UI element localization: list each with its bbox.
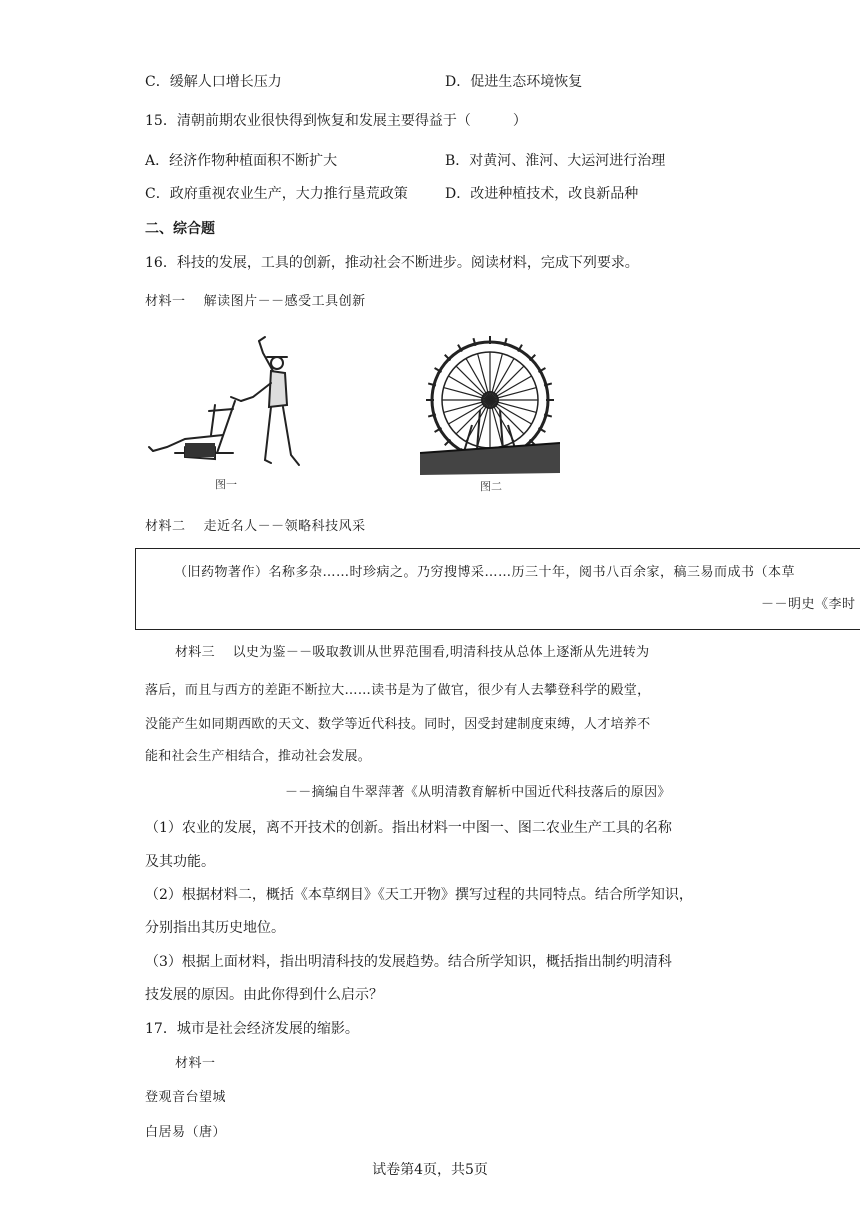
fig1-caption: 图一 <box>215 478 237 491</box>
q16-sub2-line-1: （2）根据材料二，概括《本草纲目》《天工开物》撰写过程的共同特点。结合所学知识， <box>145 887 693 903</box>
material2-quote-box <box>135 548 860 630</box>
material3-line-2: 落后，而且与西方的差距不断拉大……读书是为了做官，很少有人去攀登科学的殿堂， <box>145 683 651 698</box>
q14-option-c: C．缓解人口增长压力 <box>145 74 282 90</box>
q17-stem: 17．城市是社会经济发展的缩影。 <box>145 1021 359 1037</box>
q16-stem: 16．科技的发展，工具的创新，推动社会不断进步。阅读材料，完成下列要求。 <box>145 255 639 271</box>
q15-option-a: A．经济作物种植面积不断扩大 <box>145 153 338 169</box>
material3-line-4: 能和社会生产相结合，推动社会发展。 <box>145 749 372 764</box>
q16-sub1-line-2: 及其功能。 <box>145 854 215 870</box>
q16-sub1-line-1: （1）农业的发展，离不开技术的创新。指出材料一中图一、图二农业生产工具的名称 <box>145 820 672 836</box>
section-title: 二、综合题 <box>145 221 215 237</box>
material3-source: －－摘编自牛翠萍著《从明清教育解析中国近代科技落后的原因》 <box>285 785 671 800</box>
q17-material1-title: 材料一 <box>175 1056 216 1071</box>
poem-title: 登观音台望城 <box>145 1090 227 1105</box>
material2-quote: （旧药物著作）名称多杂……时珍病之。乃穷搜博采……历三十年，阅书八百余家，稿三易而成书（本草 <box>174 565 796 580</box>
q16-sub2-line-2: 分别指出其历史地位。 <box>145 920 285 936</box>
q16-material1-title: 材料一 解读图片－－感受工具创新 <box>145 294 366 309</box>
q16-sub3-line-1: （3）根据上面材料，指出明清科技的发展趋势。结合所学知识，概括指出制约明清科 <box>145 954 672 970</box>
plough-figure <box>145 335 310 495</box>
q15-stem: 15．清朝前期农业很快得到恢复和发展主要得益于（ ） <box>145 113 527 129</box>
q16-material2-title: 材料二 走近名人－－领略科技风采 <box>145 519 366 534</box>
q15-option-c: C．政府重视农业生产，大力推行垦荒政策 <box>145 186 408 202</box>
q15-option-d: D．改进种植技术，改良新品种 <box>445 186 639 202</box>
material3-line-3: 没能产生如同期西欧的天文、数学等近代科技。同时，因受封建制度束缚，人才培养不 <box>145 717 651 732</box>
material2-source: －－明史《李时 <box>761 597 856 612</box>
waterwheel-figure <box>420 335 560 497</box>
fig2-caption: 图二 <box>480 480 502 493</box>
poem-author: 白居易（唐） <box>145 1125 227 1140</box>
page-footer: 试卷第4页，共5页 <box>372 1162 488 1178</box>
q16-sub3-line-2: 技发展的原因。由此你得到什么启示？ <box>145 987 383 1003</box>
q15-option-b: B．对黄河、淮河、大运河进行治理 <box>445 153 666 169</box>
q14-option-d: D．促进生态环境恢复 <box>445 74 583 90</box>
material3-line-1: 材料三 以史为鉴－－吸取教训从世界范围看,明清科技从总体上逐渐从先进转为 <box>175 645 650 660</box>
